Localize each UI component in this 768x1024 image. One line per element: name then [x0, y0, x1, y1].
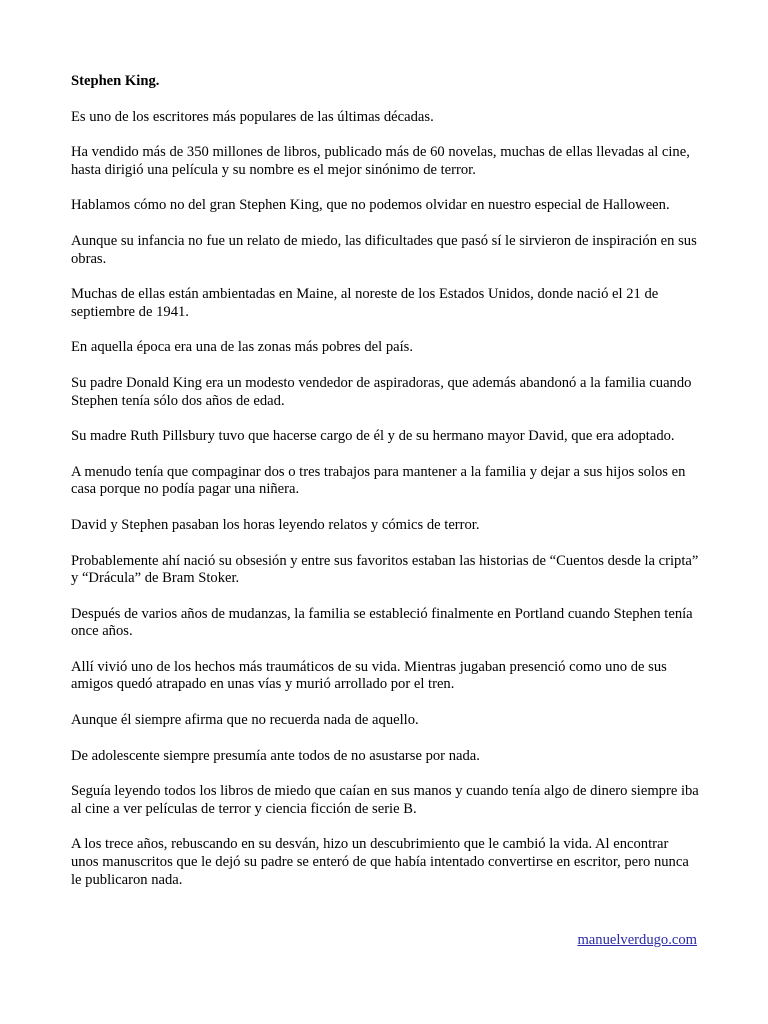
paragraph: Seguía leyendo todos los libros de miedo que caían en sus manos y cuando tenía algo de dinero siempre iba al cine a ver películas de terror y ciencia ficción de serie B.: [71, 783, 699, 817]
paragraph: Aunque su infancia no fue un relato de miedo, las dificultades que pasó sí le sirvieron de inspiración en sus obras.: [71, 232, 697, 267]
paragraph: Es uno de los escritores más populares de las últimas décadas.: [71, 108, 434, 125]
document-body: [71, 73, 699, 907]
paragraph: En aquella época era una de las zonas más pobres del país.: [71, 339, 414, 356]
paragraph: A menudo tenía que compaginar dos o tres trabajos para mantener a la familia y dejar a sus hijos solos en casa porque no podía pagar una niñera.: [71, 463, 686, 498]
paragraph: Aunque él siempre afirma que no recuerda nada de aquello.: [71, 712, 419, 729]
paragraph: Su padre Donald King era un modesto vendedor de aspiradoras, que además abandonó a la familia cuando Stephen tenía sólo dos años de edad.: [71, 374, 692, 409]
paragraph: Probablemente ahí nació su obsesión y entre sus favoritos estaban las historias de “Cuentos desde la cripta” y “Drácula” de Bram Stoker.: [71, 552, 699, 587]
paragraph: Muchas de ellas están ambientadas en Maine, al noreste de los Estados Unidos, donde nació el 21 de septiembre de 1941.: [71, 286, 659, 320]
paragraph: Su madre Ruth Pillsbury tuvo que hacerse cargo de él y de su hermano mayor David, que era adoptado.: [71, 428, 675, 445]
paragraph: A los trece años, rebuscando en su desván, hizo un descubrimiento que le cambió la vida. Al encontrar unos manuscritos que le dejó su padre se enteró de que había intentado convertirse en escritor, pero nunca le publicaron nada.: [71, 836, 689, 888]
paragraph: Ha vendido más de 350 millones de libros, publicado más de 60 novelas, muchas de ellas llevadas al cine, hasta dirigió una película y su nombre es el mejor sinónimo de terror.: [71, 144, 690, 178]
paragraph: De adolescente siempre presumía ante todos de no asustarse por nada.: [71, 747, 480, 764]
paragraph: David y Stephen pasaban los horas leyendo relatos y cómics de terror.: [71, 516, 480, 533]
paragraph: Hablamos cómo no del gran Stephen King, que no podemos olvidar en nuestro especial de Halloween.: [71, 197, 670, 214]
paragraph: Después de varios años de mudanzas, la familia se estableció finalmente en Portland cuando Stephen tenía once años.: [71, 605, 693, 640]
document-title: Stephen King.: [71, 73, 160, 89]
paragraph: Allí vivió uno de los hechos más traumáticos de su vida. Mientras jugaban presenció como uno de sus amigos quedó atrapado en unas vías y murió arrollado por el tren.: [71, 658, 667, 693]
website-link[interactable]: manuelverdugo.com: [577, 932, 697, 948]
